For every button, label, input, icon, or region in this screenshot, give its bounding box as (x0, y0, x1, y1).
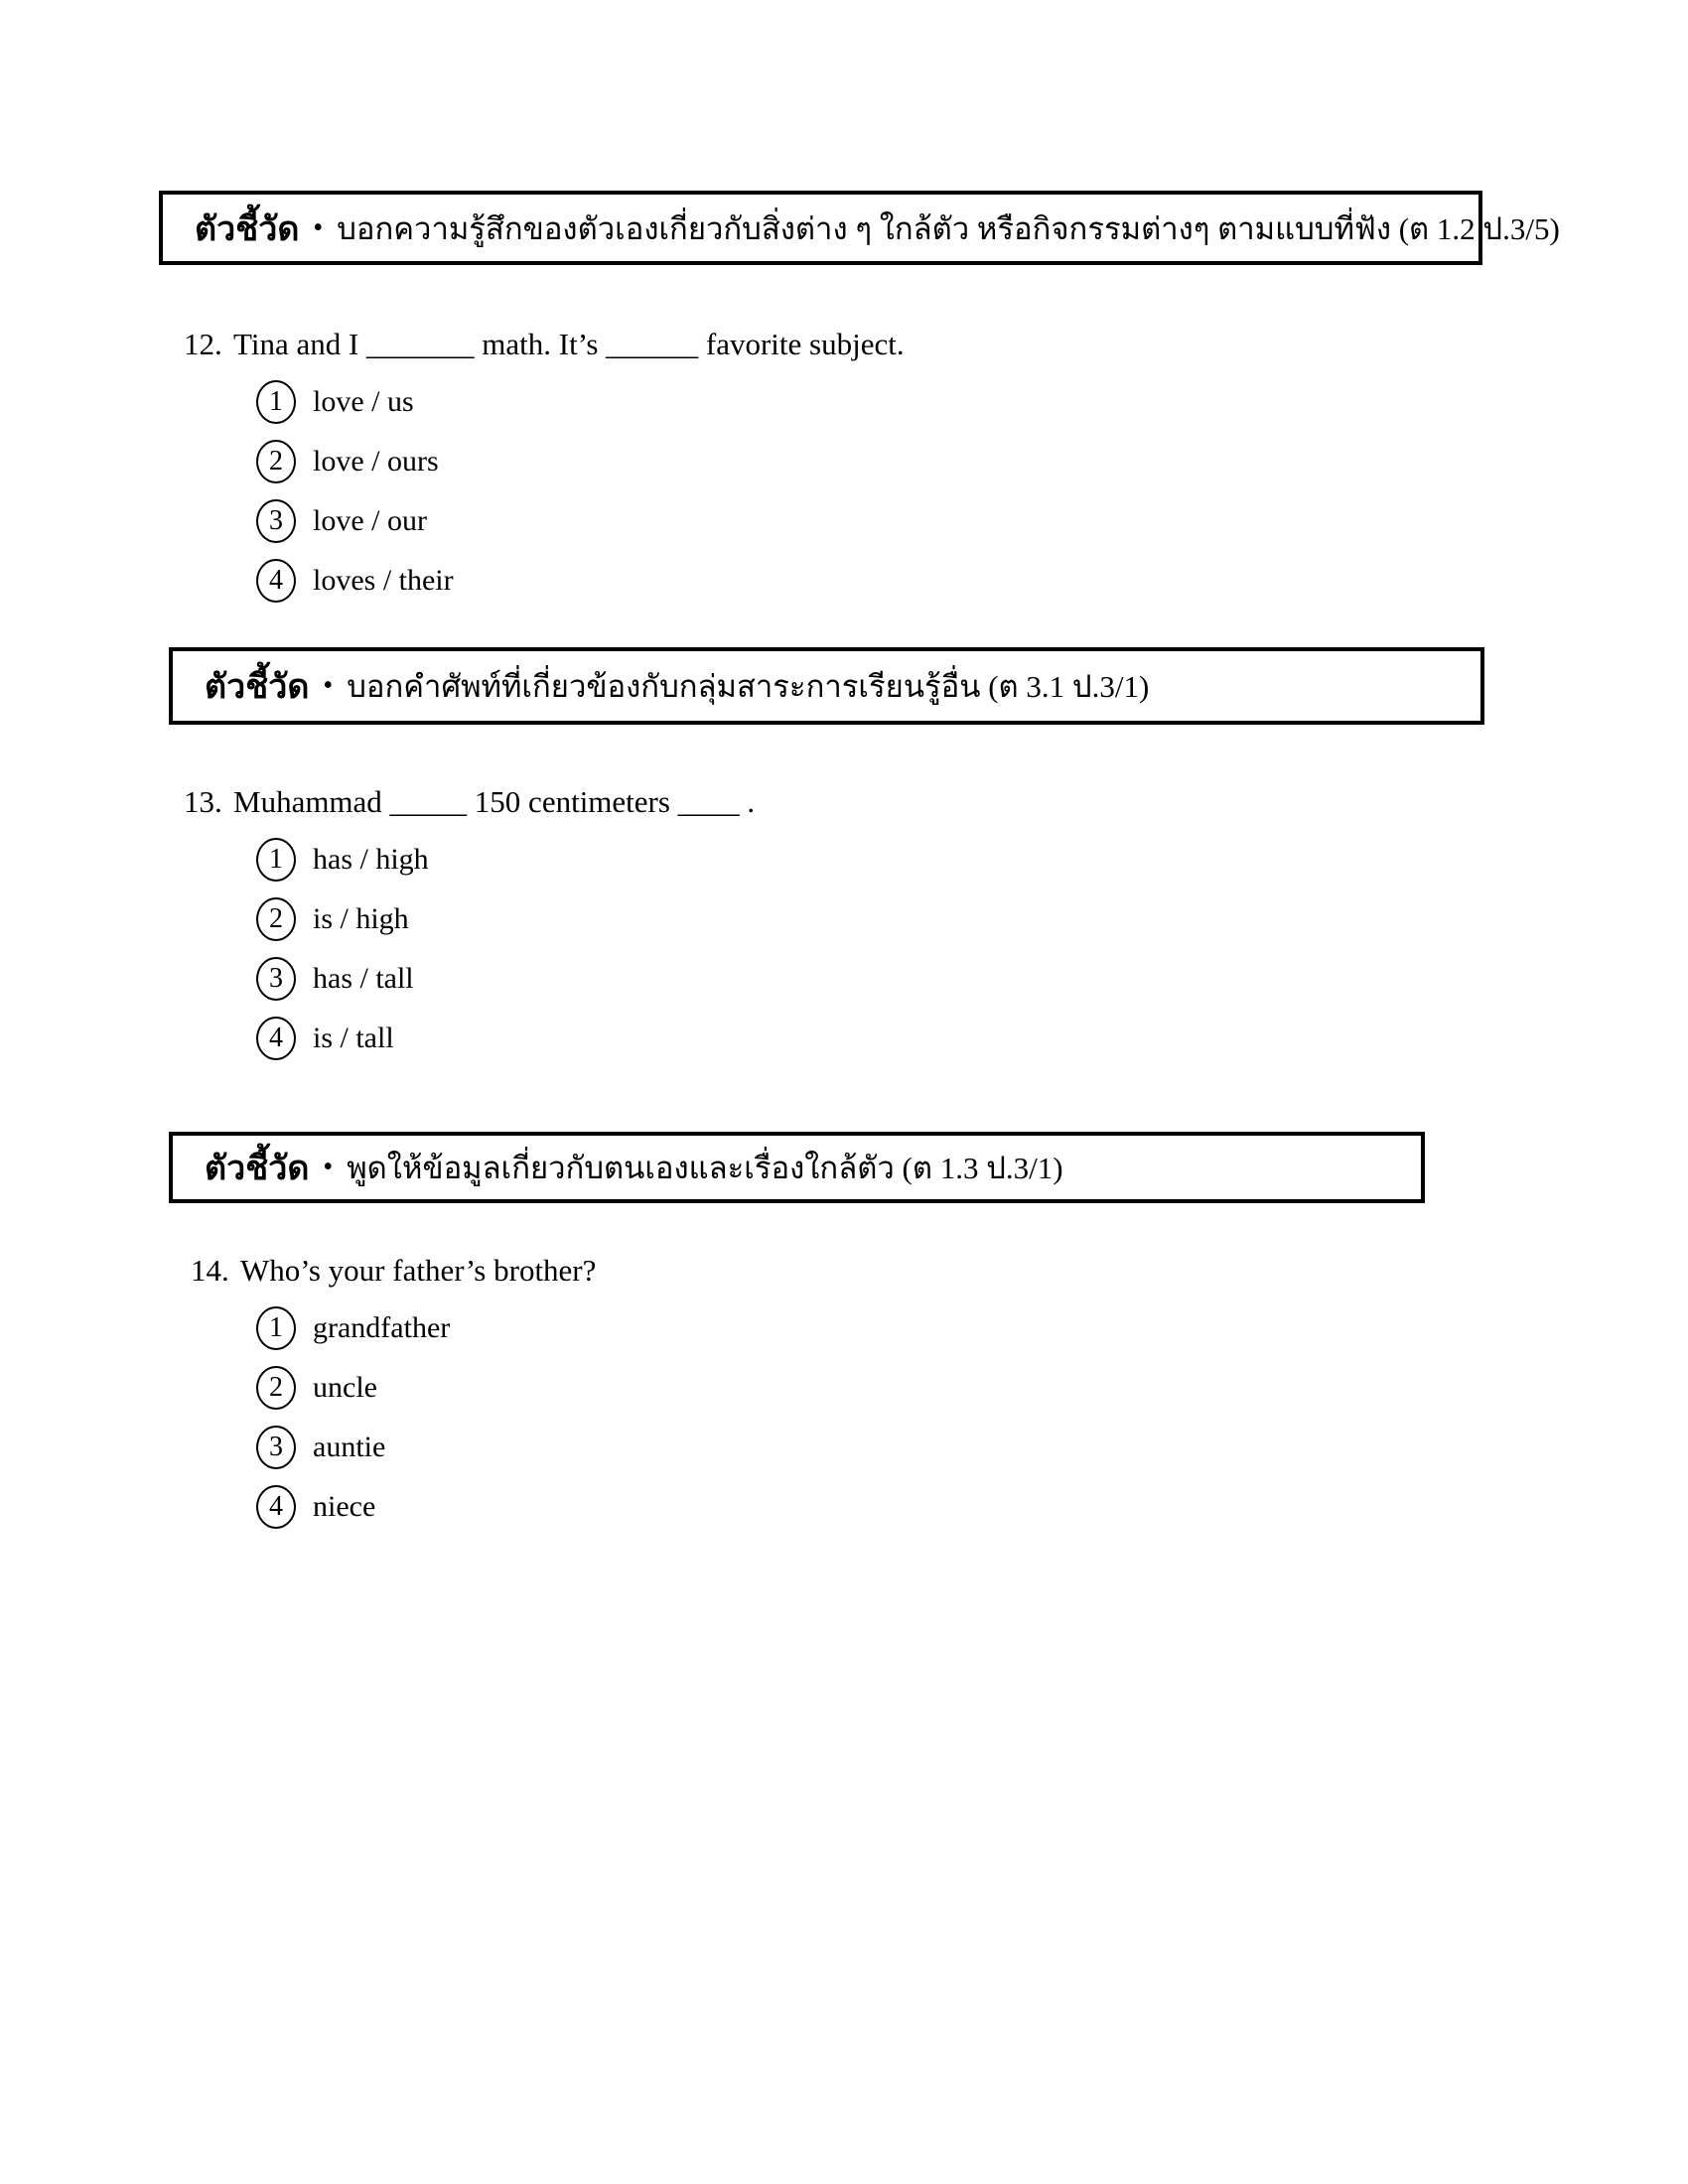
question-13-option-3 (256, 957, 414, 1001)
question-14 (191, 1253, 596, 1289)
question-13-option-1 (256, 838, 429, 882)
question-text: Tina and I _______ math. It’s ______ favorite subject. (233, 327, 905, 361)
option-label: is / tall (313, 1022, 394, 1054)
option-circle: 1 (256, 1306, 296, 1350)
option-circle: 2 (256, 1366, 296, 1410)
question-12-option-3 (256, 499, 427, 543)
option-label: love / us (313, 385, 414, 418)
indicator-label: ตัวชี้วัด (205, 1151, 310, 1187)
option-circle: 4 (256, 1485, 296, 1529)
question-12-option-4 (256, 559, 454, 603)
bullet-icon: • (323, 670, 334, 701)
question-14-option-4 (256, 1485, 375, 1529)
option-label: loves / their (313, 564, 454, 597)
question-text: Who’s your father’s brother? (240, 1253, 597, 1288)
indicator-box-3 (169, 1132, 1425, 1203)
question-number: 12. (184, 327, 222, 361)
question-number: 14. (191, 1253, 229, 1288)
option-circle: 2 (256, 440, 296, 483)
question-12-option-2 (256, 440, 439, 483)
question-14-option-2 (256, 1366, 377, 1410)
option-label: love / ours (313, 445, 439, 478)
bullet-icon: • (323, 1152, 334, 1182)
option-circle: 4 (256, 559, 296, 603)
question-12-option-1 (256, 380, 414, 424)
option-label: love / our (313, 504, 427, 537)
option-circle: 4 (256, 1017, 296, 1060)
question-14-option-1 (256, 1306, 450, 1350)
option-circle: 2 (256, 897, 296, 941)
question-13-option-4 (256, 1017, 394, 1060)
indicator-box-2 (169, 647, 1484, 725)
indicator-label: ตัวชี้วัด (205, 669, 310, 706)
option-label: niece (313, 1490, 376, 1523)
question-14-option-3 (256, 1426, 385, 1469)
indicator-description: บอกความรู้สึกของตัวเองเกี่ยวกับสิ่งต่าง ๆ ใกล้ตัว หรือกิจกรรมต่างๆ ตามแบบที่ฟัง (ต 1.2 ป.3/5) (337, 210, 1560, 246)
option-circle: 3 (256, 499, 296, 543)
bullet-icon: • (313, 211, 324, 243)
option-label: is / high (313, 902, 409, 935)
option-label: has / tall (313, 962, 414, 995)
indicator-description: บอกคำศัพท์ที่เกี่ยวข้องกับกลุ่มสาระการเรียนรู้อื่น (ต 3.1 ป.3/1) (347, 669, 1150, 704)
indicator-box-1 (159, 191, 1560, 265)
option-label: auntie (313, 1431, 386, 1463)
option-label: uncle (313, 1371, 377, 1404)
question-12 (184, 327, 905, 362)
question-number: 13. (184, 784, 222, 819)
option-label: has / high (313, 843, 429, 876)
indicator-description: พูดให้ข้อมูลเกี่ยวกับตนเองและเรื่องใกล้ตัว (ต 1.3 ป.3/1) (347, 1151, 1063, 1185)
question-text: Muhammad _____ 150 centimeters ____ . (233, 784, 756, 819)
question-13-option-2 (256, 897, 409, 941)
indicator-label: ตัวชี้วัด (195, 210, 300, 248)
option-circle: 1 (256, 838, 296, 882)
option-label: grandfather (313, 1311, 451, 1344)
option-circle: 1 (256, 380, 296, 424)
option-circle: 3 (256, 1426, 296, 1469)
option-circle: 3 (256, 957, 296, 1001)
question-13 (184, 784, 755, 820)
